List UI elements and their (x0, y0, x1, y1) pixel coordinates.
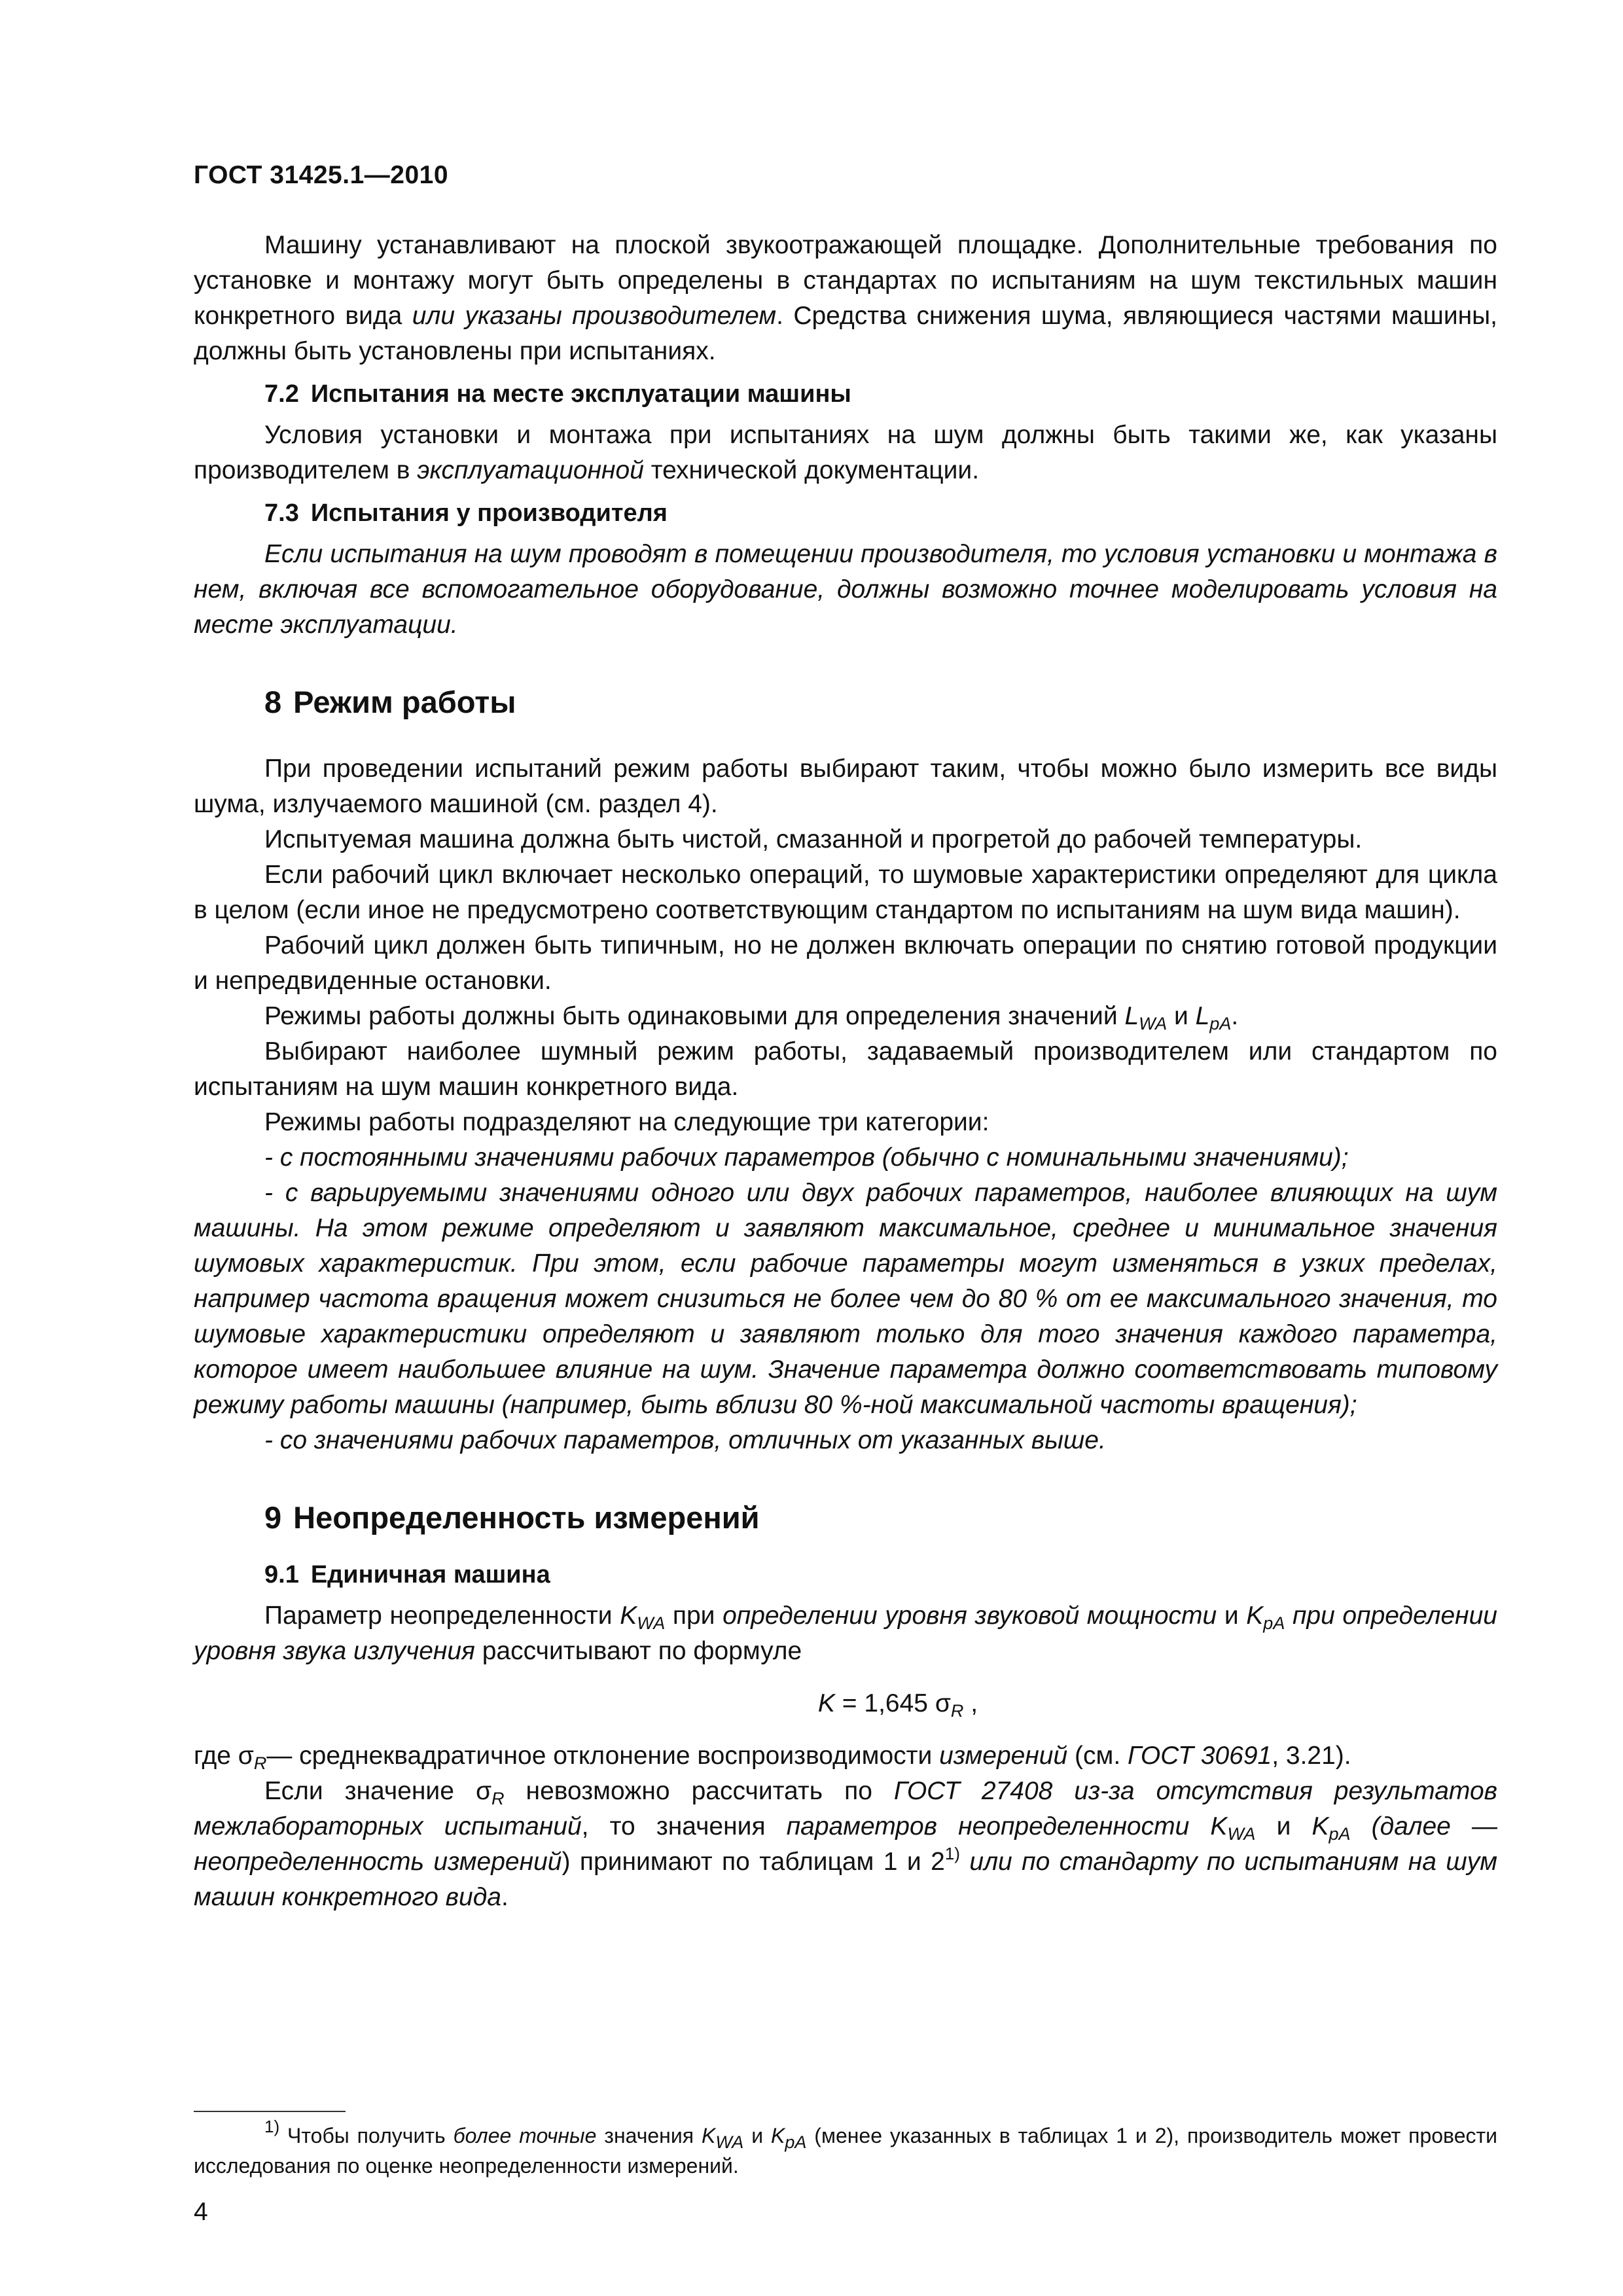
list-item-constant-mode: - с постоянными значениями рабочих параметров (обычно с номинальными значениями); (264, 1143, 1349, 1172)
footnote: $^{1)}$ Чтобы получить более точные значения $K_{WA}$ и $K_{pA}$ (менее указанных в таблицах 1 и 2), производитель может провести исследования по оценке неопределенности измерений. (194, 2117, 1498, 2178)
footnote-divider (194, 2111, 346, 2112)
document-code-header: ГОСТ 31425.1—2010 (194, 161, 449, 189)
list-item-variable-mode: - с варьируемыми значениями одного или двух рабочих параметров, наиболее влияющих на шум машины. На этом режиме определяют и заявляют максимальное, среднее и минимальное значения шумовых характеристик. При этом, если рабочие параметры могут изменяться в узких пределах, например частота вращения может снизиться не более чем до 80 % от ее максимального значения, то шумовые характеристики определяют и заявляют только для того значения каждого параметра, которое имеет наибольшее влияние на шум. Значение параметра должно соответствовать типовому режиму работы машины (например, быть вблизи 80 %-ной максимальной частоты вращения); (194, 1179, 1497, 1419)
paragraph-8-1: При проведении испытаний режим работы выбирают таким, чтобы можно было измерить все виды шума, излучаемого машиной (см. раздел 4). (194, 755, 1497, 818)
section-heading-8: 8 Режим работы (264, 685, 516, 719)
paragraph-8-2: Испытуемая машина должна быть чистой, смазанной и прогретой до рабочей температуры. (264, 825, 1363, 853)
page-number: 4 (194, 2198, 208, 2226)
paragraph-7-2: Условия установки и монтажа при испытаниях на шум должны быть такими же, как указаны производителем в эксплуатационной технической документации. (194, 421, 1497, 484)
paragraph-where: где $\sigma_R—$ среднеквадратичное отклонение воспроизводимости измерений (см. ГОСТ 30691, 3.21). (194, 1742, 1351, 1773)
subsection-heading-7-2: 7.2 Испытания на месте эксплуатации машины (264, 380, 851, 408)
paragraph-8-6: Выбирают наиболее шумный режим работы, задаваемый производителем или стандартом по испытаниям на шум машин конкретного вида. (194, 1037, 1497, 1101)
subsection-heading-9-1: 9.1 Единичная машина (264, 1561, 550, 1588)
paragraph-8-4: Рабочий цикл должен быть типичным, но не должен включать операции по снятию готовой продукции и непредвиденные остановки. (194, 931, 1497, 995)
subsection-heading-7-3: 7.3 Испытания у производителя (264, 499, 668, 527)
list-item-other-mode: - со значениями рабочих параметров, отличных от указанных выше. (264, 1426, 1106, 1454)
page-body (194, 228, 1497, 1915)
footnote-reference: 1) (944, 1844, 960, 1863)
paragraph-7-3: Если испытания на шум проводят в помещении производителя, то условия установки и монтажа в нем, включая все вспомогательное оборудование, должны возможно точнее моделировать условия на месте эксплуатации. (194, 540, 1497, 639)
section-heading-9: 9 Неопределенность измерений (264, 1500, 760, 1535)
paragraph-installation: Машину устанавливают на плоской звукоотражающей площадке. Дополнительные требования по установке и монтажу могут быть определены в стандартах по испытаниям на шум текстильных машин конкретного вида или указаны производителем. Средства снижения шума, являющиеся частями машины, должны быть установлены при испытаниях. (194, 231, 1498, 365)
paragraph-8-7: Режимы работы подразделяют на следующие три категории: (264, 1108, 990, 1136)
paragraph-9-1: Параметр неопределенности $K_{WA}$ при определении уровня звуковой мощности и $K_{pA}$ при определении уровня звука излучения рассчитывают по формуле (194, 1602, 1498, 1665)
paragraph-8-3: Если рабочий цикл включает несколько операций, то шумовые характеристики определяют для цикла в целом (если иное не предусмотрено соответствующим стандартом по испытаниям на шум вида машин). (194, 861, 1497, 924)
paragraph-9-2: Если значение $\sigma_R$ невозможно рассчитать по ГОСТ 27408 из-за отсутствия результатов межлабораторных испытаний, то значения параметров неопределенности $K_{WA}$ и $K_{pA}$ (далее — неопределенность измерений) принимают по таблицам 1 и 2$^{1)}$ или по стандарту по испытаниям на шум машин конкретного вида. (194, 1777, 1498, 1911)
formula-uncertainty: K = 1,645 $\sigma_R$ , (817, 1689, 978, 1721)
footnote-mark: 1) (264, 2117, 280, 2136)
paragraph-8-5: Режимы работы должны быть одинаковыми для определения значений $L_{WA}$ и $L_{pA}$. (264, 1002, 1239, 1033)
